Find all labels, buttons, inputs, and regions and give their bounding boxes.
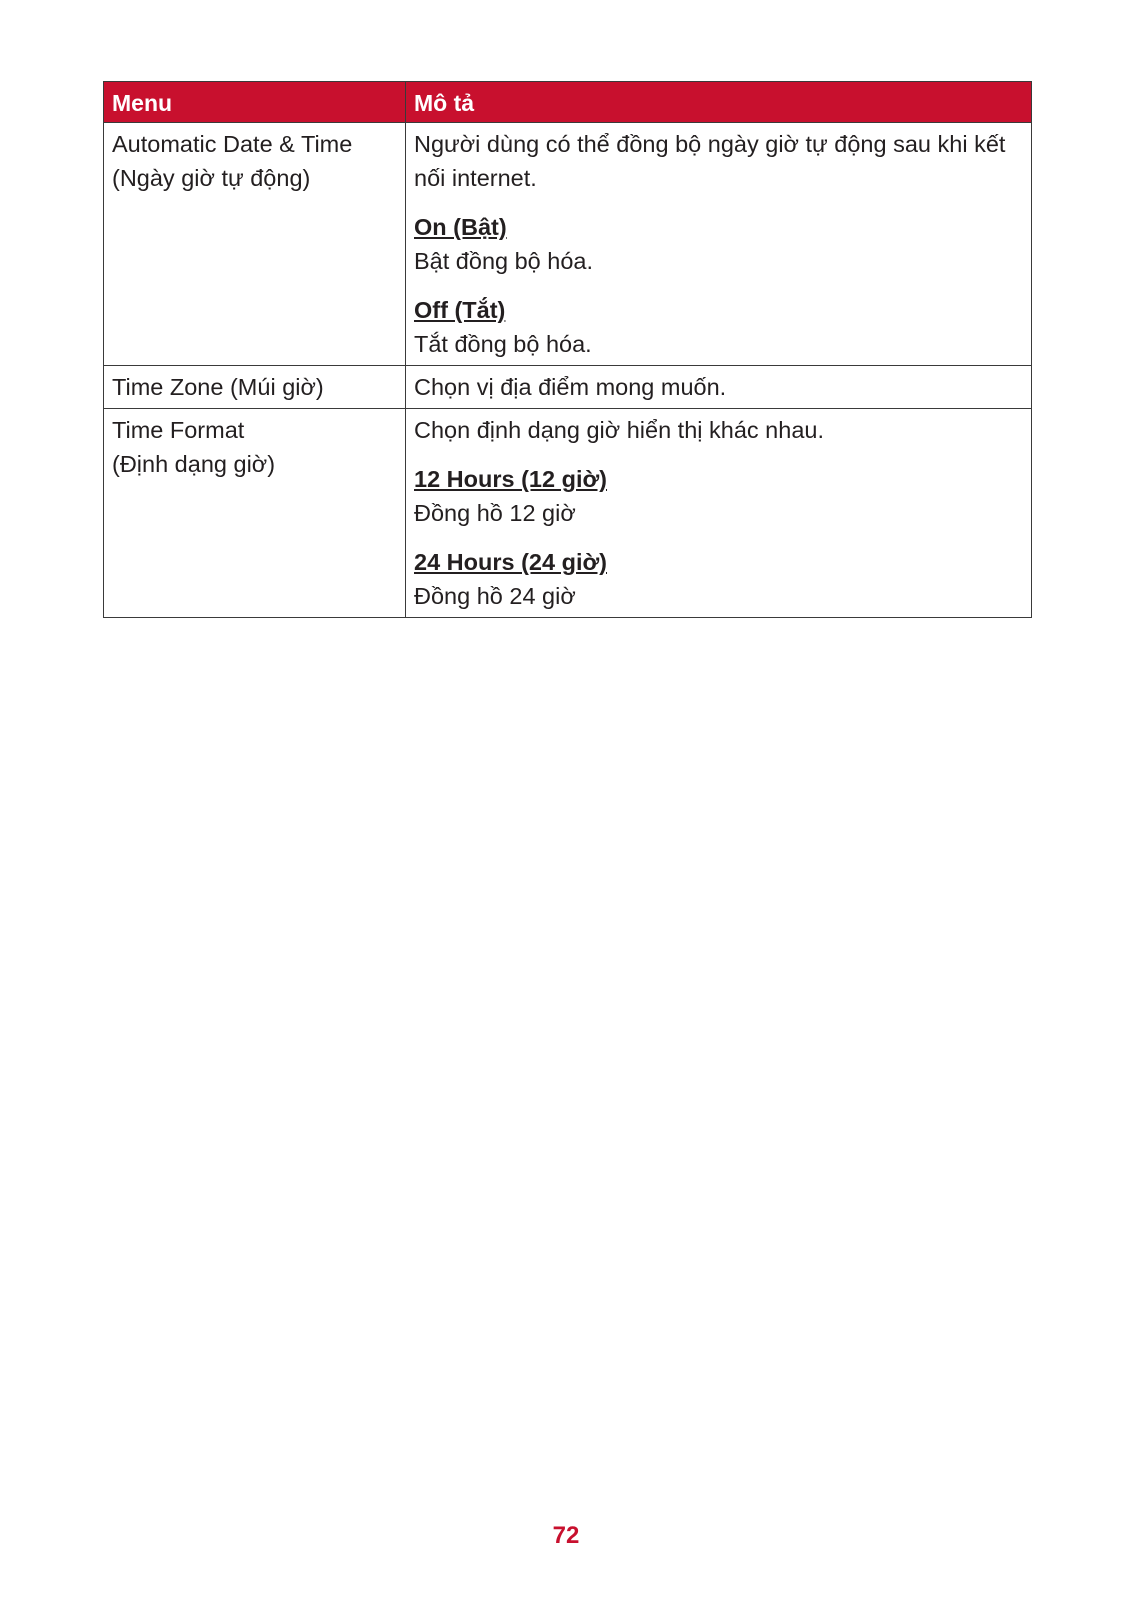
menu-label-translation: (Định dạng giờ) <box>112 451 276 477</box>
menu-label: Time Format <box>112 417 245 443</box>
description-text: Người dùng có thể đồng bộ ngày giờ tự động sau khi kết nối internet. <box>414 131 1006 191</box>
menu-label-translation: (Ngày giờ tự động) <box>112 165 311 191</box>
header-description: Mô tả <box>406 82 1032 123</box>
description-text: Chọn định dạng giờ hiển thị khác nhau. <box>414 417 824 443</box>
description-text: Chọn vị địa điểm mong muốn. <box>414 374 727 400</box>
option-title: 24 Hours (24 giờ) <box>414 549 608 575</box>
menu-label: Automatic Date & Time <box>112 131 353 157</box>
table-row <box>104 366 1032 409</box>
table-row <box>104 409 1032 618</box>
option-text: Đồng hồ 24 giờ <box>414 583 576 609</box>
description-cell <box>406 366 1032 409</box>
option-title: 12 Hours (12 giờ) <box>414 466 608 492</box>
menu-description-table <box>103 81 1032 618</box>
option-title: On (Bật) <box>414 214 507 240</box>
menu-label: Time Zone (Múi giờ) <box>112 374 324 400</box>
page-number: 72 <box>552 1522 580 1549</box>
option-title: Off (Tắt) <box>414 297 506 323</box>
option-text: Bật đồng bộ hóa. <box>414 248 594 274</box>
description-cell <box>406 123 1032 366</box>
table-row <box>104 123 1032 366</box>
description-cell <box>406 409 1032 618</box>
menu-cell <box>104 123 406 366</box>
header-menu: Menu <box>104 82 406 123</box>
option-text: Đồng hồ 12 giờ <box>414 500 576 526</box>
table-header-row <box>104 82 1032 123</box>
menu-cell <box>104 366 406 409</box>
option-text: Tắt đồng bộ hóa. <box>414 331 592 357</box>
menu-cell <box>104 409 406 618</box>
